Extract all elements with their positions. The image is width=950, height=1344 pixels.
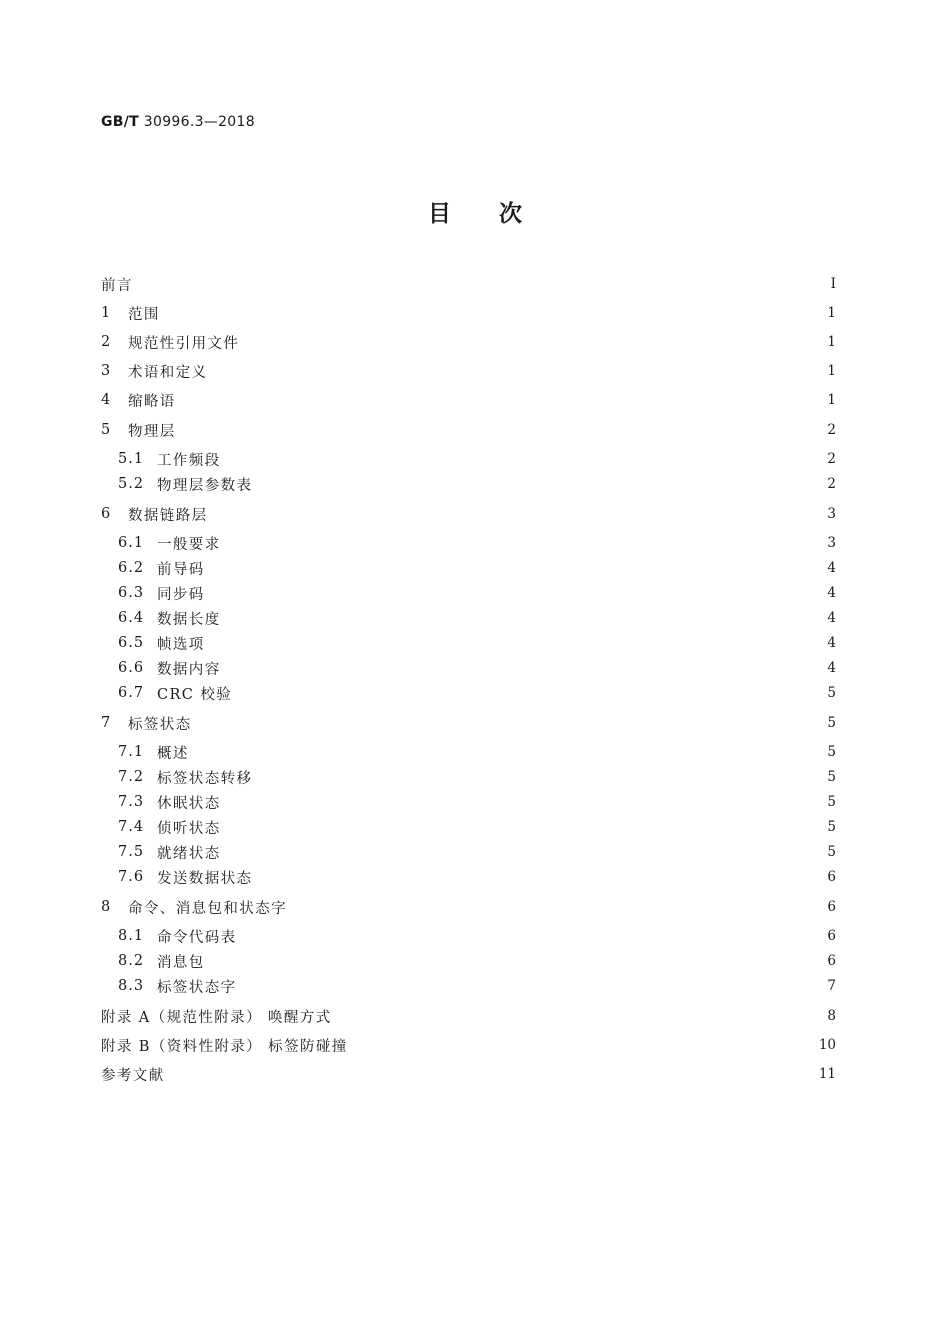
toc-entry-7-6[interactable] bbox=[101, 867, 836, 887]
toc-entry-annex-a[interactable] bbox=[101, 1006, 836, 1026]
toc-leader bbox=[214, 361, 822, 381]
toc-entry-number: 6 bbox=[101, 506, 112, 522]
toc-leader bbox=[198, 713, 822, 733]
toc-entry-number: 2 bbox=[101, 334, 112, 350]
toc-entry-5[interactable] bbox=[101, 420, 836, 440]
toc-entry-label: 标签状态 bbox=[128, 716, 192, 733]
toc-entry-page: 10 bbox=[818, 1037, 836, 1053]
toc-entry-page: 2 bbox=[827, 476, 836, 492]
table-of-contents bbox=[101, 0, 836, 1344]
toc-entry-5-1[interactable] bbox=[101, 449, 836, 469]
toc-entry-label: 工作频段 bbox=[157, 452, 221, 469]
toc-leader bbox=[211, 951, 822, 971]
toc-entry-label: 消息包 bbox=[157, 954, 205, 971]
toc-entry-6-4[interactable] bbox=[101, 608, 836, 628]
standard-number: 30996.3—2018 bbox=[143, 114, 255, 130]
toc-entry-number: 8.1 bbox=[118, 928, 145, 944]
toc-entry-label: 前言 bbox=[101, 277, 133, 294]
toc-leader bbox=[139, 274, 822, 294]
toc-entry-6[interactable] bbox=[101, 504, 836, 524]
toc-entry-number: 7 bbox=[101, 715, 112, 731]
toc-leader bbox=[354, 1035, 813, 1055]
toc-entry-6-3[interactable] bbox=[101, 583, 836, 603]
toc-leader bbox=[258, 867, 821, 887]
toc-entry-number: 7.3 bbox=[118, 794, 145, 810]
toc-entry-7[interactable] bbox=[101, 713, 836, 733]
toc-leader bbox=[211, 583, 822, 603]
toc-leader bbox=[245, 332, 821, 352]
toc-entry-page: 6 bbox=[827, 869, 836, 885]
toc-entry-label: 规范性引用文件 bbox=[128, 335, 240, 352]
toc-entry-7-2[interactable] bbox=[101, 767, 836, 787]
toc-entry-page: 2 bbox=[827, 422, 836, 438]
toc-entry-number: 6.6 bbox=[118, 660, 145, 676]
toc-entry-number: 8 bbox=[101, 899, 112, 915]
toc-entry-page: 5 bbox=[827, 794, 836, 810]
toc-entry-page: 5 bbox=[827, 769, 836, 785]
toc-leader bbox=[166, 303, 822, 323]
toc-entry-1[interactable] bbox=[101, 303, 836, 323]
toc-entry-number: 4 bbox=[101, 392, 112, 408]
toc-leader bbox=[195, 742, 822, 762]
toc-entry-number: 7.6 bbox=[118, 869, 145, 885]
toc-entry-page: 3 bbox=[827, 535, 836, 551]
toc-entry-label: 数据长度 bbox=[157, 611, 221, 628]
toc-entry-page: 2 bbox=[827, 451, 836, 467]
toc-leader bbox=[182, 390, 822, 410]
toc-entry-number: 6.1 bbox=[118, 535, 145, 551]
toc-leader bbox=[258, 767, 821, 787]
toc-leader bbox=[227, 533, 822, 553]
toc-entry-preface[interactable] bbox=[101, 274, 836, 294]
toc-entry-number: 5.1 bbox=[118, 451, 145, 467]
toc-entry-page: 4 bbox=[827, 610, 836, 626]
toc-entry-number: 6.2 bbox=[118, 560, 145, 576]
toc-leader bbox=[338, 1006, 822, 1026]
toc-leader bbox=[293, 897, 821, 917]
toc-entry-page: 11 bbox=[818, 1066, 836, 1082]
toc-leader bbox=[182, 420, 822, 440]
toc-entry-page: 1 bbox=[827, 392, 836, 408]
toc-entry-label: 命令代码表 bbox=[157, 929, 237, 946]
toc-entry-number: 8.3 bbox=[118, 978, 145, 994]
toc-entry-page: 1 bbox=[827, 305, 836, 321]
toc-entry-label: 术语和定义 bbox=[128, 364, 208, 381]
toc-entry-number: 6.4 bbox=[118, 610, 145, 626]
toc-entry-number: 7.2 bbox=[118, 769, 145, 785]
toc-entry-label: 一般要求 bbox=[157, 536, 221, 553]
toc-entry-page: 1 bbox=[827, 334, 836, 350]
toc-entry-number: 7.4 bbox=[118, 819, 145, 835]
toc-entry-label: 附录 B（资料性附录） 标签防碰撞 bbox=[101, 1038, 348, 1055]
toc-entry-page: 6 bbox=[827, 899, 836, 915]
toc-entry-page: 4 bbox=[827, 585, 836, 601]
toc-entry-label: 标签状态字 bbox=[157, 979, 237, 996]
toc-entry-page: 7 bbox=[827, 978, 836, 994]
toc-entry-page: 4 bbox=[827, 635, 836, 651]
toc-entry-page: 8 bbox=[827, 1008, 836, 1024]
toc-entry-page: 5 bbox=[827, 685, 836, 701]
toc-entry-6-2[interactable] bbox=[101, 558, 836, 578]
toc-leader bbox=[227, 817, 822, 837]
toc-entry-7-3[interactable] bbox=[101, 792, 836, 812]
toc-entry-page: 6 bbox=[827, 928, 836, 944]
toc-entry-number: 5 bbox=[101, 422, 112, 438]
toc-entry-label: 数据链路层 bbox=[128, 507, 208, 524]
toc-entry-number: 8.2 bbox=[118, 953, 145, 969]
toc-entry-label: CRC 校验 bbox=[157, 686, 233, 703]
standard-prefix: GB/T bbox=[101, 114, 140, 130]
toc-entry-6-5[interactable] bbox=[101, 633, 836, 653]
toc-entry-7-1[interactable] bbox=[101, 742, 836, 762]
toc-entry-label: 概述 bbox=[157, 745, 189, 762]
toc-leader bbox=[227, 792, 822, 812]
toc-entry-6-6[interactable] bbox=[101, 658, 836, 678]
toc-entry-page: 5 bbox=[827, 844, 836, 860]
toc-entry-label: 物理层参数表 bbox=[157, 477, 253, 494]
toc-entry-label: 帧选项 bbox=[157, 636, 205, 653]
toc-entry-number: 5.2 bbox=[118, 476, 145, 492]
toc-leader bbox=[243, 926, 822, 946]
toc-leader bbox=[227, 842, 822, 862]
toc-entry-bibliography[interactable] bbox=[101, 1064, 836, 1084]
toc-leader bbox=[227, 449, 822, 469]
toc-entry-page: 6 bbox=[827, 953, 836, 969]
toc-entry-8[interactable] bbox=[101, 897, 836, 917]
toc-entry-page: 4 bbox=[827, 660, 836, 676]
toc-entry-label: 缩略语 bbox=[128, 393, 176, 410]
toc-entry-page: Ⅰ bbox=[830, 276, 836, 292]
toc-entry-number: 6.7 bbox=[118, 685, 145, 701]
toc-entry-8-2[interactable] bbox=[101, 951, 836, 971]
toc-entry-label: 附录 A（规范性附录） 唤醒方式 bbox=[101, 1009, 332, 1026]
toc-entry-8-1[interactable] bbox=[101, 926, 836, 946]
toc-entry-number: 7.1 bbox=[118, 744, 145, 760]
toc-entry-page: 5 bbox=[827, 819, 836, 835]
toc-entry-label: 休眠状态 bbox=[157, 795, 221, 812]
toc-entry-annex-b[interactable] bbox=[101, 1035, 836, 1055]
toc-leader bbox=[238, 683, 821, 703]
toc-entry-label: 数据内容 bbox=[157, 661, 221, 678]
toc-entry-page: 5 bbox=[827, 715, 836, 731]
toc-leader bbox=[227, 608, 822, 628]
toc-entry-label: 前导码 bbox=[157, 561, 205, 578]
toc-leader bbox=[171, 1064, 813, 1084]
toc-entry-label: 命令、消息包和状态字 bbox=[128, 900, 287, 917]
toc-entry-5-2[interactable] bbox=[101, 474, 836, 494]
toc-entry-6-1[interactable] bbox=[101, 533, 836, 553]
toc-entry-4[interactable] bbox=[101, 390, 836, 410]
toc-entry-label: 标签状态转移 bbox=[157, 770, 253, 787]
toc-leader bbox=[211, 633, 822, 653]
toc-entry-page: 4 bbox=[827, 560, 836, 576]
toc-entry-7-4[interactable] bbox=[101, 817, 836, 837]
toc-entry-number: 7.5 bbox=[118, 844, 145, 860]
toc-entry-number: 6.3 bbox=[118, 585, 145, 601]
toc-entry-label: 同步码 bbox=[157, 586, 205, 603]
toc-entry-label: 物理层 bbox=[128, 423, 176, 440]
toc-entry-label: 范围 bbox=[128, 306, 160, 323]
toc-entry-7-5[interactable] bbox=[101, 842, 836, 862]
toc-entry-number: 1 bbox=[101, 305, 112, 321]
toc-entry-page: 1 bbox=[827, 363, 836, 379]
toc-entry-2[interactable] bbox=[101, 332, 836, 352]
toc-entry-page: 5 bbox=[827, 744, 836, 760]
toc-entry-label: 发送数据状态 bbox=[157, 870, 253, 887]
toc-entry-number: 3 bbox=[101, 363, 112, 379]
toc-entry-3[interactable] bbox=[101, 361, 836, 381]
toc-leader bbox=[211, 558, 822, 578]
toc-entry-label: 侦听状态 bbox=[157, 820, 221, 837]
toc-leader bbox=[227, 658, 822, 678]
toc-entry-6-7[interactable] bbox=[101, 683, 836, 703]
toc-leader bbox=[258, 474, 821, 494]
toc-title: 目次 bbox=[428, 201, 570, 227]
toc-entry-number: 6.5 bbox=[118, 635, 145, 651]
toc-entry-label: 参考文献 bbox=[101, 1067, 165, 1084]
toc-leader bbox=[214, 504, 822, 524]
toc-entry-8-3[interactable] bbox=[101, 976, 836, 996]
toc-leader bbox=[243, 976, 822, 996]
toc-entry-label: 就绪状态 bbox=[157, 845, 221, 862]
toc-entry-page: 3 bbox=[827, 506, 836, 522]
